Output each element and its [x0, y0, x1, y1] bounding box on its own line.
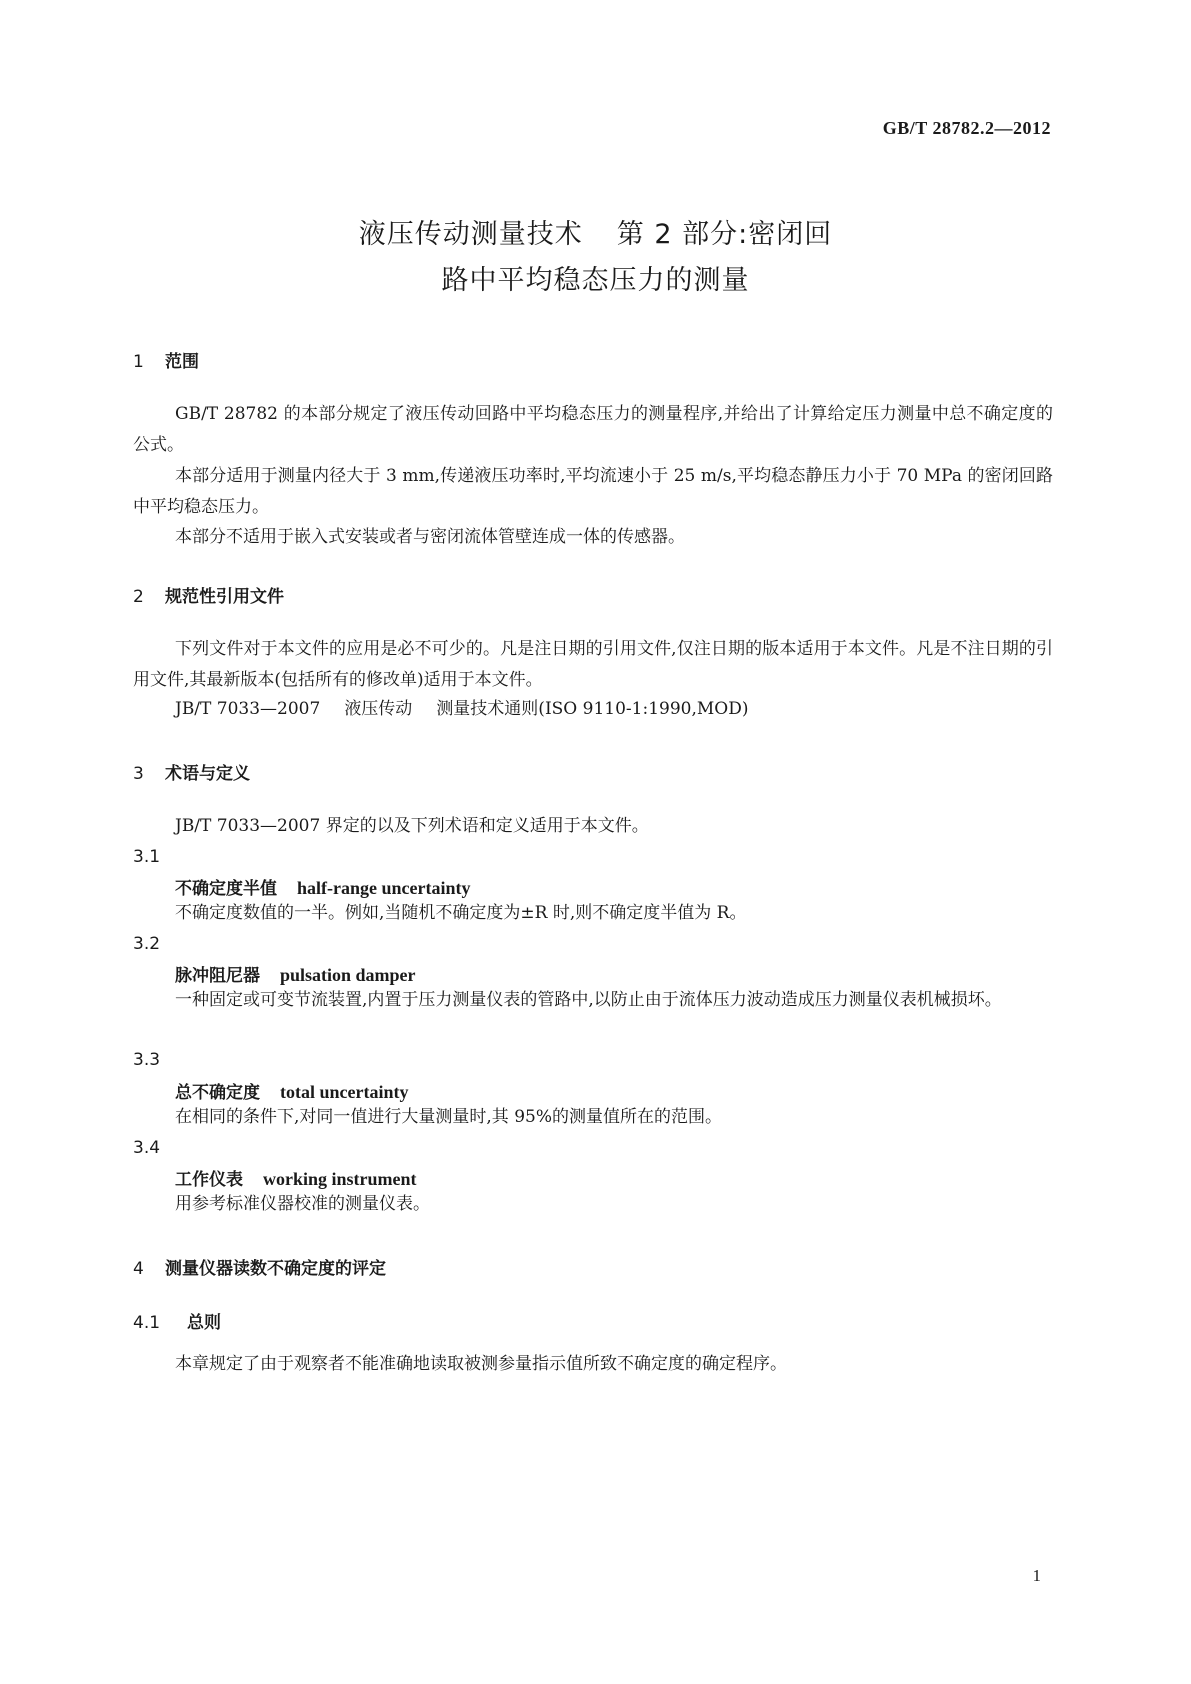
term-zh: 总不确定度	[175, 1083, 260, 1103]
section-1-paragraph-1: GB/T 28782 的本部分规定了液压传动回路中平均稳态压力的测量程序,并给出了计算给定压力测量中总不确定度的公式。	[133, 404, 1053, 455]
section-4-1-heading	[133, 1308, 221, 1333]
term-definition: 用参考标准仪器校准的测量仪表。	[175, 1194, 430, 1214]
document-title	[0, 212, 1191, 304]
title-part-b: 第 2 部分:密闭回	[616, 219, 833, 250]
term-zh: 脉冲阻尼器	[175, 966, 260, 986]
reference-title-a: 液压传动	[344, 699, 413, 719]
title-part-a: 液压传动测量技术	[358, 219, 583, 250]
section-number: 3	[133, 764, 144, 784]
term-number: 3.4	[133, 1138, 161, 1158]
section-3-intro: JB/T 7033—2007 界定的以及下列术语和定义适用于本文件。	[175, 816, 649, 836]
section-title: 规范性引用文件	[165, 587, 284, 607]
term-number: 3.2	[133, 934, 161, 954]
standard-code: GB/T 28782.2—2012	[882, 118, 1051, 138]
section-4-heading	[133, 1254, 386, 1279]
reference-code: JB/T 7033—2007	[175, 699, 321, 719]
term-definition: 一种固定或可变节流装置,内置于压力测量仪表的管路中,以防止由于流体压力波动造成压力测量仪表机械损坏。	[175, 990, 1002, 1010]
term-heading	[175, 1078, 408, 1103]
term-heading	[175, 874, 470, 899]
section-number: 2	[133, 587, 144, 607]
section-3-heading	[133, 759, 250, 784]
section-title: 术语与定义	[165, 764, 250, 784]
term-en: half-range uncertainty	[297, 878, 471, 898]
term-number: 3.3	[133, 1050, 161, 1070]
term-zh: 不确定度半值	[175, 879, 277, 899]
title-line-1	[0, 212, 1191, 258]
title-line-2: 路中平均稳态压力的测量	[441, 265, 750, 296]
section-4-1-paragraph: 本章规定了由于观察者不能准确地读取被测参量指示值所致不确定度的确定程序。	[175, 1354, 787, 1374]
subsection-number: 4.1	[133, 1313, 161, 1333]
section-2-paragraph-1: 下列文件对于本文件的应用是必不可少的。凡是注日期的引用文件,仅注日期的版本适用于本文件。凡是不注日期的引用文件,其最新版本(包括所有的修改单)适用于本文件。	[133, 639, 1053, 690]
section-1-paragraph-3: 本部分不适用于嵌入式安装或者与密闭流体管壁连成一体的传感器。	[175, 527, 685, 547]
normative-reference	[175, 694, 1055, 725]
section-number: 1	[133, 352, 144, 372]
section-title: 范围	[165, 352, 199, 372]
term-en: working instrument	[263, 1169, 417, 1189]
term-en: pulsation damper	[280, 965, 416, 985]
term-heading	[175, 1165, 417, 1190]
section-1-heading	[133, 347, 199, 372]
term-number: 3.1	[133, 847, 161, 867]
term-definition: 不确定度数值的一半。例如,当随机不确定度为±R 时,则不确定度半值为 R。	[175, 903, 747, 923]
section-title: 测量仪器读数不确定度的评定	[165, 1259, 386, 1279]
term-heading	[175, 961, 416, 986]
section-2-heading	[133, 582, 284, 607]
section-number: 4	[133, 1259, 144, 1279]
reference-title-b: 测量技术通则(ISO 9110-1:1990,MOD)	[436, 699, 749, 719]
term-en: total uncertainty	[280, 1082, 409, 1102]
page-number: 1	[1032, 1566, 1041, 1585]
term-zh: 工作仪表	[175, 1170, 243, 1190]
term-definition: 在相同的条件下,对同一值进行大量测量时,其 95%的测量值所在的范围。	[175, 1107, 722, 1127]
subsection-title: 总则	[187, 1313, 221, 1333]
section-1-paragraph-2: 本部分适用于测量内径大于 3 mm,传递液压功率时,平均流速小于 25 m/s,平均稳态静压力小于 70 MPa 的密闭回路中平均稳态压力。	[133, 466, 1053, 517]
